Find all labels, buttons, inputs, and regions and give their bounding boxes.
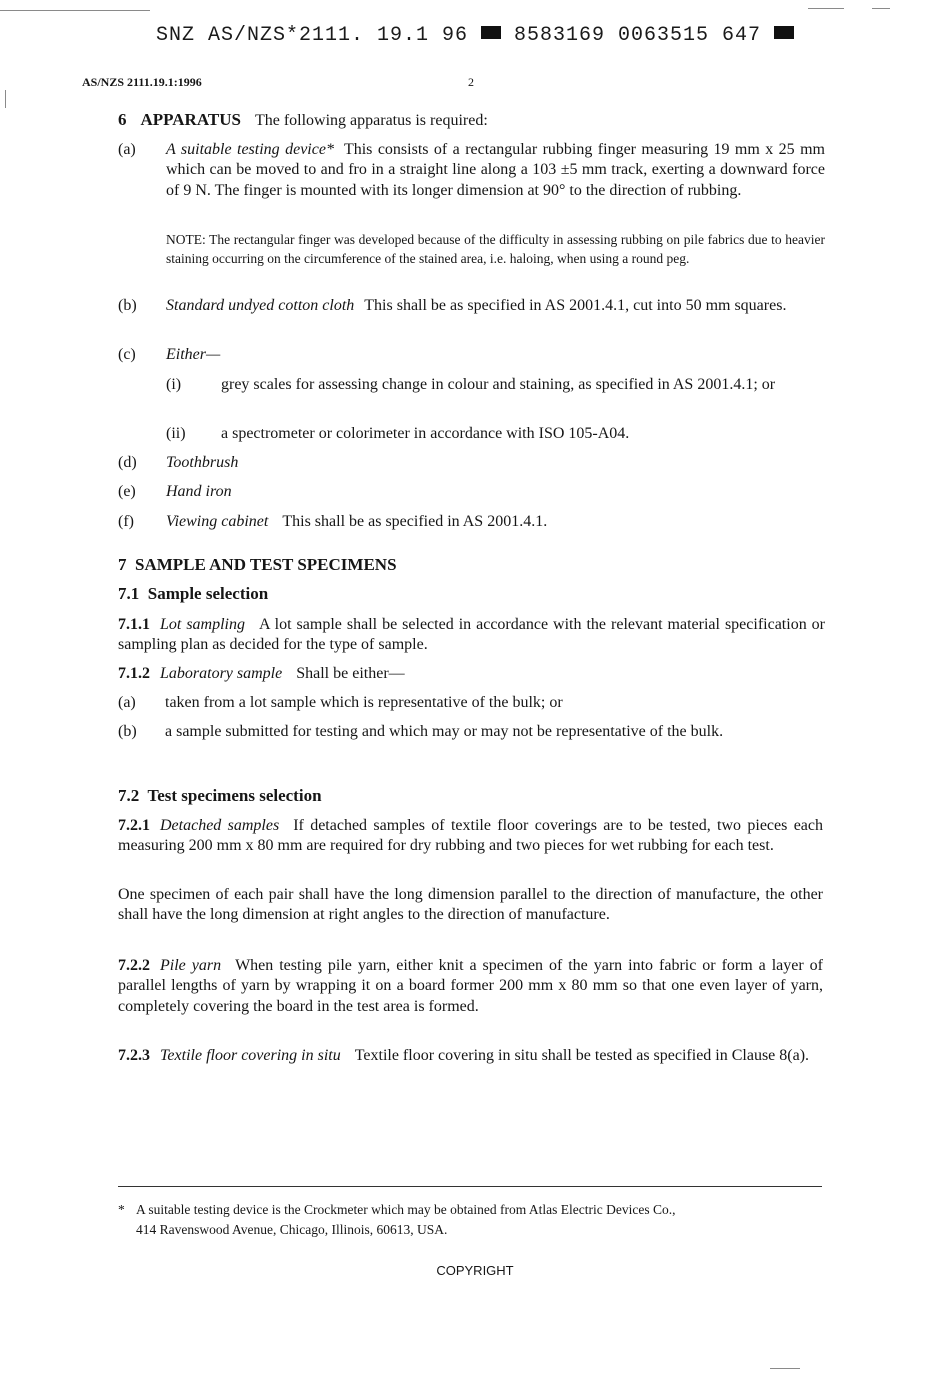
item-title: Either— [166,346,221,363]
page-number: 2 [468,75,474,89]
item-b-text [166,296,825,316]
clause-title: Textile floor covering in situ [160,1047,341,1064]
clause-title: Pile yarn [160,957,222,974]
item-c-i-text: grey scales for assessing change in colour and staining, as specified in AS 2001.4.1; or [221,376,776,393]
section-7-1-heading: 7.1 Sample selection [118,584,269,603]
clause-7-2-1-para-2: One specimen of each pair shall have the long dimension parallel to the direction of manufacture, the other shall have the long dimension at right angles to the direction of manufacture. [118,886,823,924]
item-body: This shall be as specified in AS 2001.4.1. [282,513,548,530]
clause-body: Textile floor covering in situ shall be tested as specified in Clause 8(a). [354,1047,810,1064]
item-title: Hand iron [166,483,232,500]
section-intro: The following apparatus is required: [254,112,488,129]
clause-title: Laboratory sample [160,665,283,682]
clause-number: 7.2.1 [118,817,150,834]
barcode-block-icon [774,26,794,39]
item-title: Toothbrush [166,454,239,471]
clause-7-1-2-a-text: taken from a lot sample which is representative of the bulk; or [165,694,563,711]
barcode-block-icon [481,26,501,39]
scan-artifact-line [5,90,6,108]
standard-number: AS/NZS 2111.19.1:1996 [82,75,202,89]
list-label: (b) [118,297,137,314]
footnote-line-2: 414 Ravenswood Avenue, Chicago, Illinois, 60613, USA. [136,1222,448,1237]
section-6-heading [118,110,488,131]
clause-title: Lot sampling [160,616,246,633]
list-label: (b) [118,723,137,740]
list-label: (c) [118,346,136,363]
doc-id-prefix: SNZ AS/NZS*2111. 19.1 96 [155,24,481,47]
scan-artifact-line [872,8,890,9]
item-e-title [166,482,232,502]
clause-7-2-3 [118,1046,823,1066]
clause-number: 7.1.2 [118,665,150,682]
item-a-note: NOTE: The rectangular finger was developed because of the difficulty in assessing rubbing on pile fabrics due to heavier staining occurring on the circumference of the stained area, i.e. haloing, when using a round peg. [166,232,825,266]
clause-7-2-2 [118,956,823,1017]
item-title: Standard undyed cotton cloth [166,297,355,314]
clause-7-2-1 [118,816,823,857]
list-label: (a) [118,694,136,711]
list-label: (f) [118,513,134,530]
section-7-2-heading: 7.2 Test specimens selection [118,786,322,805]
clause-number: 7.1.1 [118,616,150,633]
clause-number: 7.2.2 [118,957,150,974]
item-title: A suitable testing device* [166,141,334,158]
section-7-heading: 7 SAMPLE AND TEST SPECIMENS [118,555,397,574]
clause-body: Shall be either— [296,665,405,682]
clause-7-1-1 [118,615,825,656]
section-number: 6 [118,110,127,129]
item-f-text [166,512,547,532]
item-a-text [166,140,825,201]
item-d-title [166,453,238,473]
sub-list-label: (ii) [166,425,186,442]
sub-list-label: (i) [166,376,182,393]
item-title: Viewing cabinet [166,513,269,530]
list-label: (a) [118,141,136,158]
clause-number: 7.2.3 [118,1047,150,1064]
clause-7-1-2 [118,664,825,684]
clause-body: If detached samples of textile floor coverings are to be tested, two pieces each measuring 200 mm x 80 mm are required for dry rubbing and two pieces for wet rubbing for each test. [118,817,823,855]
footnote-marker: * [118,1202,125,1217]
item-body: This shall be as specified in AS 2001.4.1, cut into 50 mm squares. [364,297,787,314]
footnote-line-1: A suitable testing device is the Crockmeter which may be obtained from Atlas Electric Devices Co., [136,1202,676,1217]
clause-body: A lot sample shall be selected in accordance with the relevant material specification or sampling plan as decided for the type of sample. [118,616,826,654]
item-body: This consists of a rectangular rubbing finger measuring 19 mm x 25 mm which can be moved to and fro in a straight line along a 103 ±5 mm track, exerting a downward force of 9 N. The finger is mounted with its longer dimension at 90° to the direction of rubbing. [166,141,825,199]
clause-body: When testing pile yarn, either knit a specimen of the yarn into fabric or form a layer of parallel lengths of yarn by wrapping it on a board former 200 mm x 80 mm so that one even layer of yarn, completely covering the board in the test area is formed. [118,957,823,1015]
clause-title: Detached samples [160,817,280,834]
footnote-rule [118,1186,822,1187]
document-id-strip [0,24,950,47]
list-label: (d) [118,454,137,471]
scan-artifact-line [808,8,844,9]
scan-artifact-line [0,10,150,11]
item-c-ii-text: a spectrometer or colorimeter in accordance with ISO 105-A04. [221,425,630,442]
doc-id-middle: 8583169 0063515 647 [501,24,775,47]
scan-artifact-line [770,1368,800,1369]
list-label: (e) [118,483,136,500]
copyright-notice: COPYRIGHT [436,1263,514,1278]
section-title: APPARATUS [140,110,241,129]
clause-7-1-2-b-text: a sample submitted for testing and which may or may not be representative of the bulk. [165,723,724,740]
item-c-title [166,345,220,365]
